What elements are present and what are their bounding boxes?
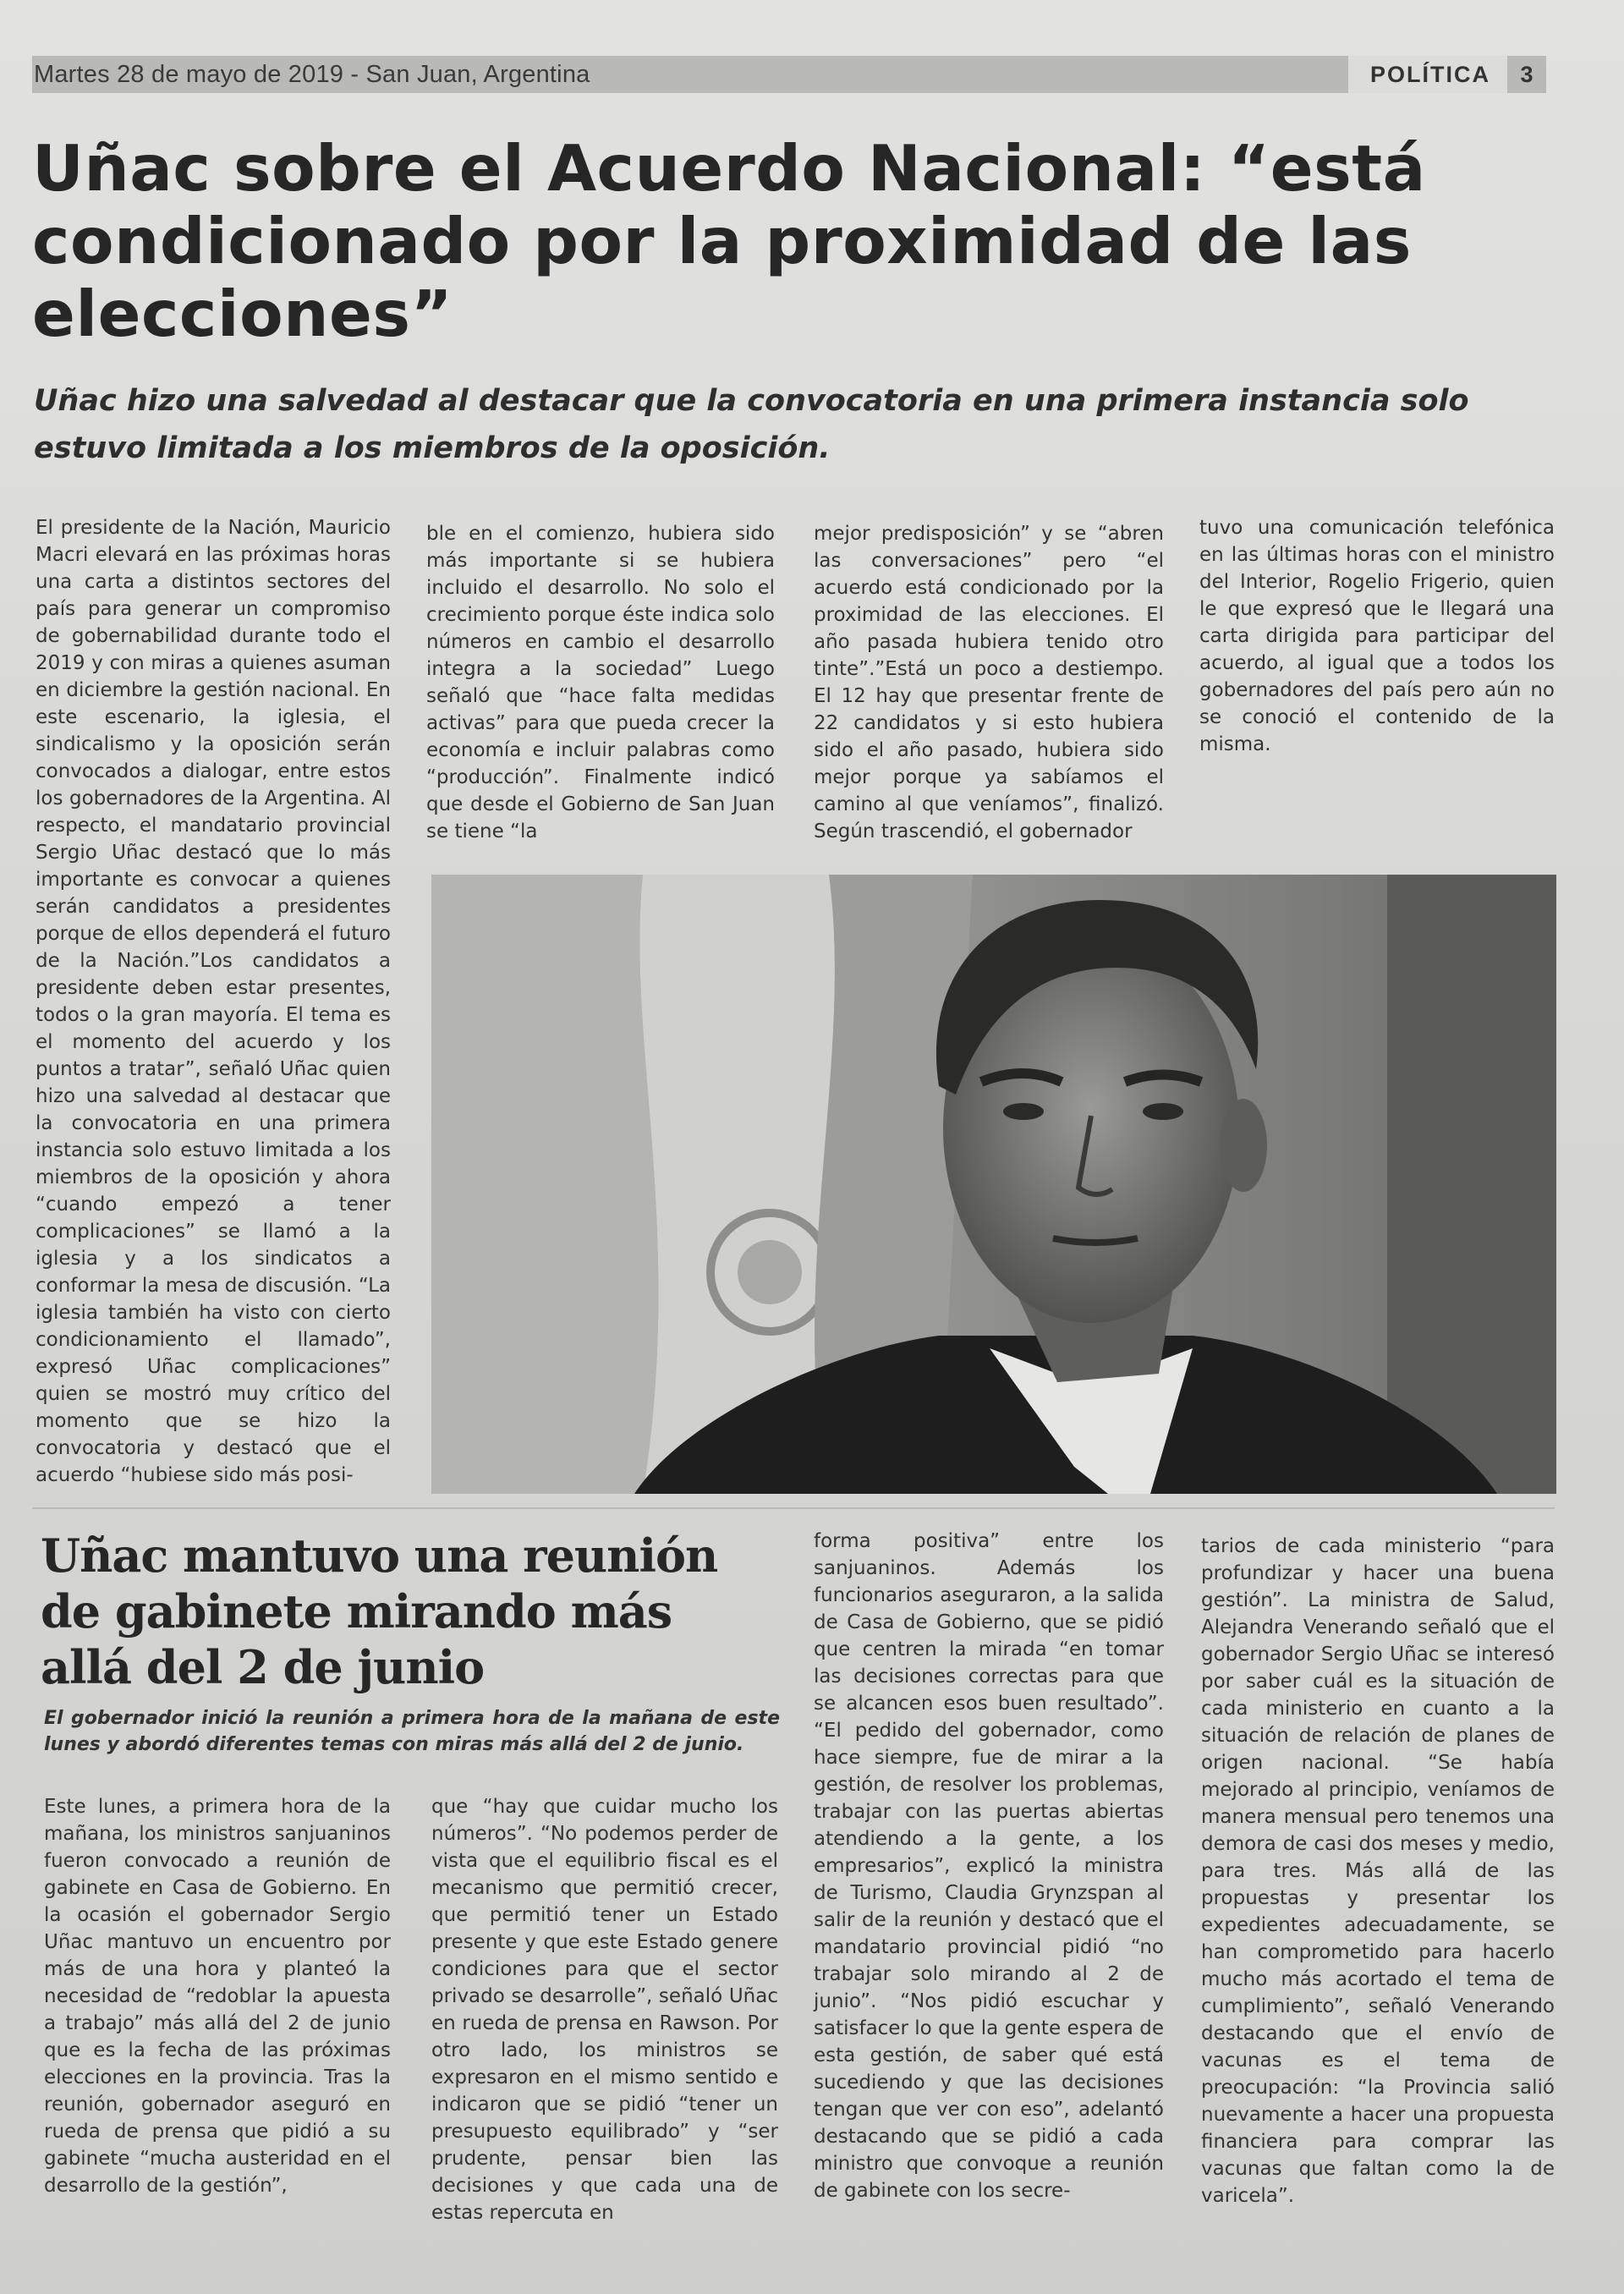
flag-sun-center xyxy=(738,1240,802,1304)
article-2-column-3-text: forma positiva” entre los sanjuaninos. Además los funcionarios aseguraron, a la salida de Casa de Gobierno, que se pidió que centren la mirada “en tomar las decisiones correctas para que se alcancen esos buen resultado”. “El pedido del gobernador, como hace siempre, fue de mirar a la gestión, de resolver los problemas, trabajar con las puertas abiertas atendiendo a la gente, a los empresarios”, explicó la ministra de Turismo, Claudia Grynzspan al salir de la reunión y destacó que el mandatario provincial pidió “no trabajar solo mirando al 2 de junio”. “Nos pidió escuchar y satisfacer lo que la gente espera de esta gestión, de saber qué está sucediendo y que las decisiones tengan que ver con eso”, adelantó destacando que se pidió a cada ministro que convoque a reunión de gabinete con los secre- xyxy=(814,1530,1164,2202)
governor-photo-illustration xyxy=(431,875,1556,1494)
article-2-column-4-text: tarios de cada ministerio “para profundizar y hacer una buena gestión”. La ministra de Salud, Alejandra Venerando señaló que el gobernador Sergio Uñac se interesó por saber cuál es la situación de cada ministerio en cuanto a la situación de relación de planes de origen nacional. “Se había mejorado al principio, veníamos de manera mensual pero tenemos una demora de casi dos meses y medio, para tres. Más allá de las propuestas y presentar los expedientes adecuadamente, se han comprometido para hacerlo mucho más acortado el tema de cumplimiento”, señaló Venerando destacando que el envío de vacunas es el tema de preocupación: “la Provincia salió nuevamente a hacer una propuesta financiera para comprar las vacunas que faltan como la de varicela”. xyxy=(1201,1535,1555,2207)
article-1-column-2 xyxy=(426,520,775,845)
section-label: POLÍTICA xyxy=(1348,56,1507,93)
article-2-column-1-text: Este lunes, a primera hora de la mañana, los ministros sanjuaninos fueron convocado a reunión de gabinete en Casa de Gobierno. En la ocasión el gobernador Sergio Uñac mantuvo un encuentro por más de una hora y planteó la necesidad de “redoblar la apuesta a trabajo” más allá del 2 de junio que es la fecha de las próximas elecciones en la provincia. Tras la reunión, gobernador aseguró en rueda de prensa que pidió a su gabinete “mucha austeridad en el desarrollo de la gestión”, xyxy=(44,1796,391,2197)
article-2-column-1 xyxy=(44,1793,391,2199)
article-2-column-4 xyxy=(1201,1533,1555,2209)
page-number: 3 xyxy=(1507,56,1546,93)
article-1-column-4-text: tuvo una comunicación telefónica en las últimas horas con el ministro del Interior, Rogelio Frigerio, quien le que expresó que le llegará una carta dirigida para participar del acuerdo, al igual que a todos los gobernadores del país pero aún no se conoció el contenido de la misma. xyxy=(1199,517,1555,755)
section-tag xyxy=(1348,56,1546,93)
article-2-headline: Uñac mantuvo una reunión de gabinete mirando más allá del 2 de junio xyxy=(41,1528,718,1694)
article-1-subhead: Uñac hizo una salvedad al destacar que la convocatoria en una primera instancia solo estuvo limitada a los miembros de la oposición. xyxy=(34,384,1469,465)
date-line: Martes 28 de mayo de 2019 - San Juan, Argentina xyxy=(34,60,590,88)
section-divider xyxy=(32,1507,1555,1509)
article-2-column-3 xyxy=(814,1528,1164,2204)
flag-stripe xyxy=(431,875,658,1494)
page-header xyxy=(32,56,1546,93)
article-1-column-2-text: ble en el comienzo, hubiera sido más importante si se hubiera incluido el desarrollo. No solo el crecimiento porque éste indica solo números en cambio el desarrollo integra a la sociedad” Luego señaló que “hace falta medidas activas” para que pueda crecer la economía e incluir palabras como “producción”. Finalmente indicó que desde el Gobierno de San Juan se tiene “la xyxy=(426,523,775,842)
article-1-column-4 xyxy=(1199,514,1555,758)
article-2-column-2-text: que “hay que cuidar mucho los números”. “No podemos perder de vista que el equilibrio fiscal es el mecanismo que permitió crecer, que permitió tener un Estado presente y que este Estado genere condiciones para que el sector privado se desarrolle”, señaló Uñac en rueda de prensa en Rawson. Por otro lado, los ministros se expresaron en el mismo sentido e indicaron que se pidió “tener un presupuesto equilibrado” y “ser prudente, pensar bien las decisiones y que cada una de estas repercuta en xyxy=(431,1796,778,2224)
governor-photo xyxy=(431,875,1556,1494)
article-2-column-2 xyxy=(431,1793,778,2226)
article-1-headline: Uñac sobre el Acuerdo Nacional: “está condicionado por la proximidad de las elecciones” xyxy=(32,131,1426,351)
article-2-subhead: El gobernador inició la reunión a primera hora de la mañana de este lunes y abordó diferentes temas con miras más allá del 2 de junio. xyxy=(44,1708,780,1755)
article-1-column-1 xyxy=(36,514,391,1489)
article-1-column-3-text: mejor predisposición” y se “abren las conversaciones” pero “el acuerdo está condicionado por la proximidad de las elecciones. El año pasada hubiera tenido otro tinte”.”Está un poco a destiempo. El 12 hay que presentar frente de 22 candidatos y si esto hubiera sido el año pasado, hubiera sido mejor porque ya sabíamos el camino al que veníamos”, finalizó. Según trascendió, el gobernador xyxy=(814,523,1164,842)
article-1-column-3 xyxy=(814,520,1164,845)
article-1-column-1-text: El presidente de la Nación, Mauricio Macri elevará en las próximas horas una carta a distintos sectores del país para generar un compromiso de gobernabilidad durante todo el 2019 y con miras a quienes asuman en diciembre la gestión nacional. En este escenario, la iglesia, el sindicalismo y la oposición serán convocados a dialogar, entre estos los gobernadores de la Argentina. Al respecto, el mandatario provincial Sergio Uñac destacó que lo más importante es convocar a quienes serán candidatos a presidentes porque de ellos dependerá el futuro de la Nación.”Los candidatos a presidente deben estar presentes, todos o la gran mayoría. El tema es el momento del acuerdo y los puntos a tratar”, señaló Uñac quien hizo una salvedad al destacar que la convocatoria en una primera instancia solo estuvo limitada a los miembros de la oposición y ahora “cuando empezó a tener complicaciones” se llamó a la iglesia y a los sindicatos a conformar la mesa de discusión. “La iglesia también ha visto con cierto condicionamiento el llamado”, expresó Uñac complicaciones” quien se mostró muy crítico del momento que se hizo la convocatoria y destacó que el acuerdo “hubiese sido más posi- xyxy=(36,517,391,1486)
